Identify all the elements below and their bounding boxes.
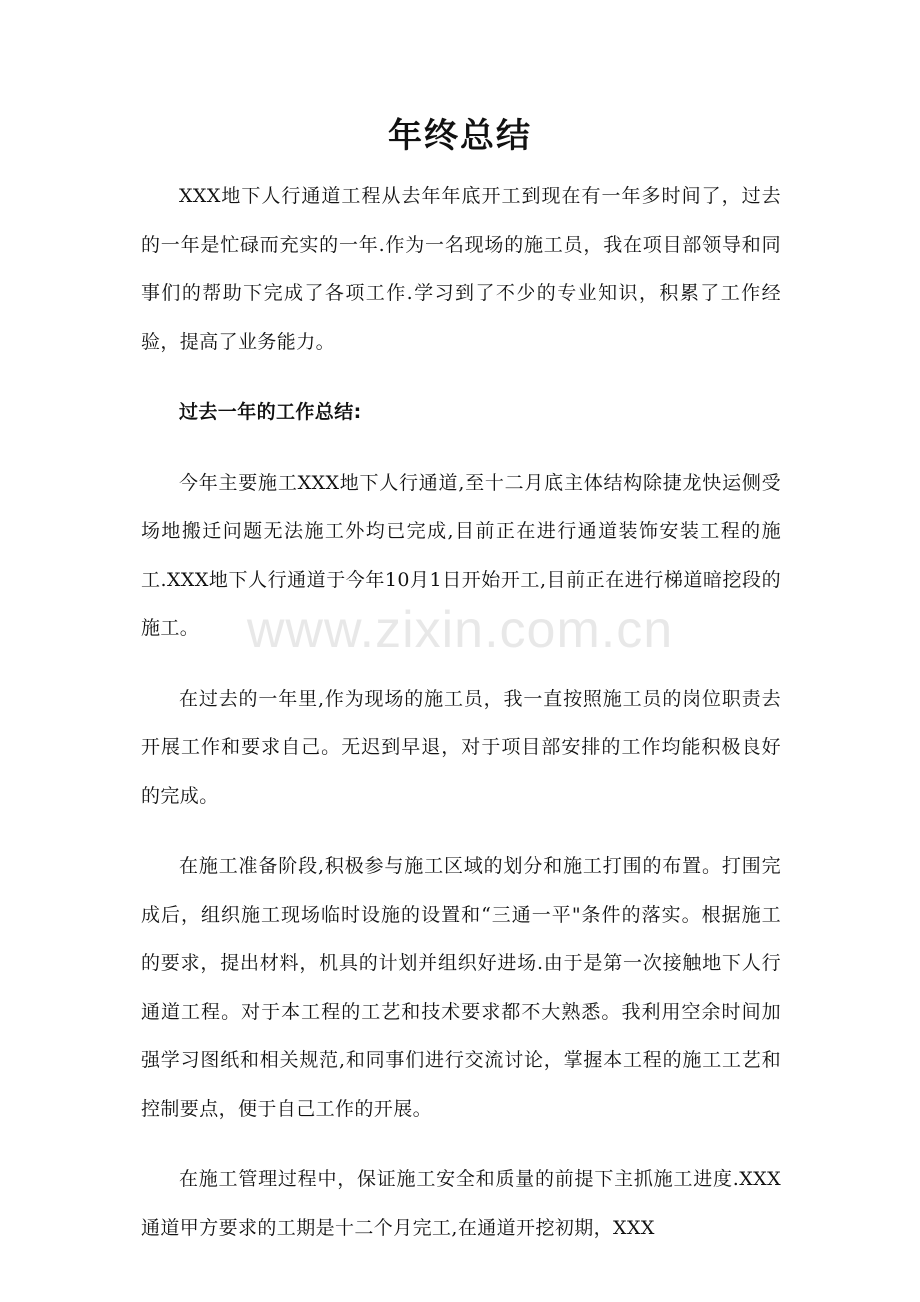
paragraph-preparation: 在施工准备阶段,积极参与施工区域的划分和施工打围的布置。打围完成后，组织施工现场临时设施的设置和“三通一平"条件的落实。根据施工的要求，提出材料，机具的计划并组织好进场.由于是第一次接触地下人行通道工程。对于本工程的工艺和技术要求都不大熟悉。我利用空余时间加强学习图纸和相关规范,和同事们进行交流讨论，掌握本工程的施工工艺和控制要点，便于自己工作的开展。	[141, 855, 781, 1120]
paragraph-duties: 在过去的一年里,作为现场的施工员，我一直按照施工员的岗位职责去开展工作和要求自己。无迟到早退，对于项目部安排的工作均能积极良好的完成。	[141, 687, 781, 807]
section-heading: 过去一年的工作总结:	[179, 401, 362, 423]
paragraph-main-work: 今年主要施工XXX地下人行通道,至十二月底主体结构除捷龙快运侧受场地搬迁问题无法施工外均已完成,目前正在进行通道装饰安装工程的施工.XXX地下人行通道于今年10月1日开始开工,目前正在进行梯道暗挖段的施工。	[141, 471, 781, 639]
page-title: 年终总结	[388, 116, 532, 156]
paragraph-intro: XXX地下人行通道工程从去年年底开工到现在有一年多时间了，过去的一年是忙碌而充实的一年.作为一名现场的施工员，我在项目部领导和同事们的帮助下完成了各项工作.学习到了不少的专业知识，积累了工作经验，提高了业务能力。	[141, 185, 781, 353]
paragraph-management: 在施工管理过程中，保证施工安全和质量的前提下主抓施工进度.XXX通道甲方要求的工期是十二个月完工,在通道开挖初期，XXX	[141, 1168, 781, 1239]
watermark: www.zixin.com.cn	[246, 601, 674, 659]
document-body	[141, 172, 781, 1274]
